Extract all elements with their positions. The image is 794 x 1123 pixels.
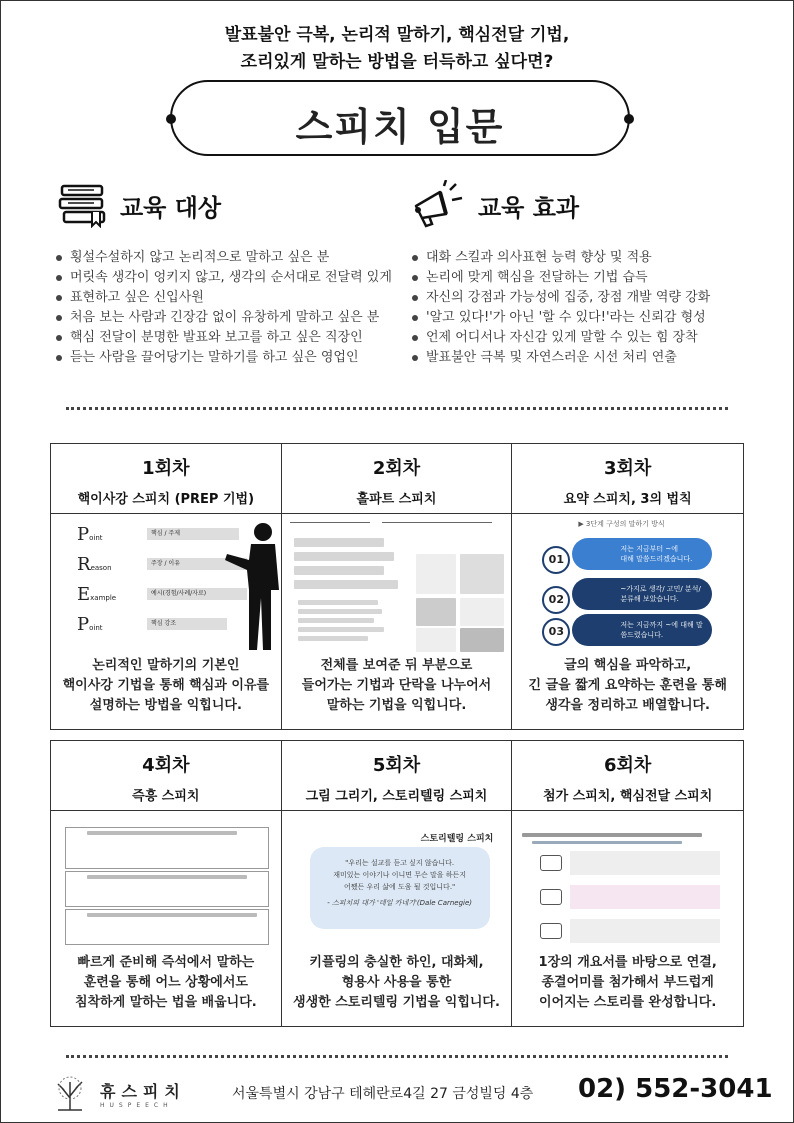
step-text: 분류해 보았습니다. xyxy=(620,595,679,603)
desc-line: 형용사 사용을 통한 xyxy=(341,975,452,990)
prep-word: oint xyxy=(89,534,103,542)
monitor-icon xyxy=(540,923,562,939)
wholepart-illustration xyxy=(282,514,512,652)
step-bubble xyxy=(572,578,712,610)
list-item: 표현하고 싶은 신입사원 xyxy=(56,288,406,308)
logo-subtext: HUSPEECH xyxy=(100,1102,173,1109)
prep-word: xample xyxy=(90,594,117,602)
footer-phone: 02) 552-3041 xyxy=(578,1074,773,1104)
footer-address: 서울특별시 강남구 테헤란로4길 27 금성빌딩 4층 xyxy=(232,1086,534,1102)
session-name: 요약 스피치, 3의 법칙 xyxy=(563,492,692,507)
desc-line: 훈련을 통해 어느 상황에서도 xyxy=(83,975,248,990)
placeholder-bar xyxy=(294,580,398,589)
divider-dotted xyxy=(66,1055,728,1058)
story-title: 스토리텔링 스피치 xyxy=(420,834,494,844)
session-name: 홀파트 스피치 xyxy=(356,492,437,507)
header-rule xyxy=(382,522,492,523)
desc-line: 긴 글을 짧게 요약하는 훈련을 통해 xyxy=(528,678,727,693)
list-item: 발표불안 극복 및 자연스러운 시선 처리 연출 xyxy=(412,348,742,368)
desc-line: 키플링의 충실한 하인, 대화체, xyxy=(309,955,484,970)
session-name: 첨가 스피치, 핵심전달 스피치 xyxy=(543,789,713,804)
quote-line: "우리는 설교를 듣고 싶지 않습니다. xyxy=(345,859,455,867)
session-head xyxy=(282,444,512,514)
step-number: 03 xyxy=(542,618,570,646)
quote-line: 어쨌든 우리 삶에 도움 될 것입니다." xyxy=(344,883,456,891)
session-grid-row-1 xyxy=(50,443,744,730)
header-line-2: 조리있게 말하는 방법을 터득하고 싶다면? xyxy=(240,52,554,72)
storytelling-illustration xyxy=(282,811,512,949)
step-text: 씀드렸습니다. xyxy=(620,631,664,639)
list-item: 핵심 전달이 분명한 발표와 보고를 하고 싶은 직장인 xyxy=(56,328,406,348)
quote-line: 재미있는 이야기나 이니면 무슨 말을 하든지 xyxy=(333,871,467,879)
session-desc xyxy=(51,949,281,1026)
session-number: 6회차 xyxy=(604,755,652,776)
session-desc xyxy=(51,652,281,729)
page-title: 스피치 입문 xyxy=(295,105,505,149)
list-item: 자신의 강점과 가능성에 집중, 장점 개발 역량 강화 xyxy=(412,288,742,308)
megaphone-icon xyxy=(410,180,466,230)
title-pill xyxy=(170,80,630,156)
session-name: 핵이사강 스피치 (PREP 기법) xyxy=(77,492,255,507)
session-number: 2회차 xyxy=(372,458,421,479)
target-list xyxy=(56,248,406,368)
grid-block xyxy=(416,598,456,626)
step-text: 저는 지금부터 ~에 xyxy=(620,545,678,553)
prep-letter: E xyxy=(77,584,91,605)
prep-letter: R xyxy=(77,554,91,575)
session-number: 3회차 xyxy=(604,458,652,479)
prep-row xyxy=(77,584,207,614)
prep-box: 핵심 강조 xyxy=(147,618,227,630)
placeholder-bar xyxy=(298,618,374,623)
session-desc xyxy=(512,949,743,1026)
monitor-icon xyxy=(540,855,562,871)
desc-line: 말하는 기법을 익힙니다. xyxy=(326,698,467,713)
prep-letter: P xyxy=(77,524,90,545)
session-card-5 xyxy=(282,741,513,1026)
note-box xyxy=(570,919,720,943)
desc-line: 핵이사강 기법을 통해 핵심과 이유를 xyxy=(62,678,270,693)
desc-line: 들어가는 기법과 단락을 나누어서 xyxy=(301,678,492,693)
session-name: 그림 그리기, 스토리텔링 스피치 xyxy=(305,789,488,804)
step-bubble xyxy=(572,538,712,570)
list-item: 듣는 사람을 끌어당기는 말하기를 하고 싶은 영업인 xyxy=(56,348,406,368)
note-box xyxy=(570,885,720,909)
step-number: 02 xyxy=(542,586,570,614)
header-rule xyxy=(290,522,370,523)
effect-heading xyxy=(410,180,579,230)
grid-block xyxy=(460,628,504,652)
logo-wordmark xyxy=(100,1079,186,1109)
session-card-6 xyxy=(512,741,743,1026)
monitor-icon xyxy=(540,889,562,905)
prep-box: 예시(경험/사례/자료) xyxy=(147,588,247,600)
divider-dotted xyxy=(66,407,728,410)
prep-row xyxy=(77,554,181,584)
list-item: 대화 스킬과 의사표현 능력 향상 및 적용 xyxy=(412,248,742,268)
list-item: 처음 보는 사람과 긴장감 없이 유창하게 말하고 싶은 분 xyxy=(56,308,406,328)
desc-line: 논리적인 말하기의 기본인 xyxy=(92,658,240,673)
session-card-4 xyxy=(51,741,282,1026)
session-head xyxy=(512,741,743,811)
target-heading xyxy=(58,182,221,228)
list-item: 머릿속 생각이 엉키지 않고, 생각의 순서대로 전달력 있게 xyxy=(56,268,406,288)
session-number: 5회차 xyxy=(372,755,421,776)
placeholder-bar xyxy=(298,636,368,641)
prep-word: eason xyxy=(90,564,112,572)
placeholder-bar xyxy=(294,566,384,575)
tree-icon xyxy=(50,1076,90,1112)
placeholder-bar xyxy=(522,833,702,837)
prep-row xyxy=(77,524,181,554)
prep-letter: P xyxy=(77,614,90,635)
session-card-2 xyxy=(282,444,513,729)
session-head xyxy=(51,741,281,811)
footer-logo xyxy=(50,1076,186,1112)
prep-word: oint xyxy=(89,624,103,632)
effect-label: 교육 효과 xyxy=(478,193,580,222)
desc-line: 빠르게 준비해 즉석에서 말하는 xyxy=(77,955,255,970)
session-name: 즉흥 스피치 xyxy=(132,789,200,804)
step-number: 01 xyxy=(542,546,570,574)
step-text: 저는 지금까지 ~에 대해 말 xyxy=(620,621,703,629)
session-card-1 xyxy=(51,444,282,729)
step-text: ~가지로 생각/ 고민/ 분석/ xyxy=(620,585,701,593)
session-head xyxy=(512,444,743,514)
placeholder-bar xyxy=(87,831,237,835)
prep-box: 핵심 / 주제 xyxy=(147,528,239,540)
note-box xyxy=(570,851,720,875)
header-line-1: 발표불안 극복, 논리적 말하기, 핵심전달 기법, xyxy=(224,25,570,45)
session-desc xyxy=(512,652,743,729)
target-label: 교육 대상 xyxy=(120,193,222,222)
session-desc xyxy=(282,652,512,729)
step-caption: ▶ 3단계 구성의 말하기 방식 xyxy=(578,520,665,528)
prep-illustration xyxy=(51,514,281,652)
books-icon xyxy=(58,182,108,228)
placeholder-bar xyxy=(87,913,257,917)
grid-block xyxy=(460,554,504,594)
placeholder-bar xyxy=(532,841,682,844)
step-bubble xyxy=(572,614,712,646)
placeholder-bar xyxy=(87,875,247,879)
desc-line: 글의 핵심을 파악하고, xyxy=(564,658,692,673)
grid-block xyxy=(416,554,456,594)
prep-row xyxy=(77,614,177,644)
desc-line: 1장의 개요서를 바탕으로 연결, xyxy=(538,955,717,970)
session-card-3 xyxy=(512,444,743,729)
session-desc xyxy=(282,949,512,1026)
grid-block xyxy=(460,598,504,626)
grid-block xyxy=(416,628,456,652)
session-grid-row-2 xyxy=(50,740,744,1027)
placeholder-bar xyxy=(294,552,394,561)
list-item: '알고 있다!'가 아닌 '할 수 있다!'라는 신뢰감 형성 xyxy=(412,308,742,328)
placeholder-bar xyxy=(298,627,384,632)
logo-text: 휴스피치 xyxy=(100,1082,186,1101)
effect-list xyxy=(412,248,742,368)
prep-rows xyxy=(77,524,207,644)
quote-bubble xyxy=(310,847,490,929)
addition-illustration xyxy=(512,811,743,949)
list-item: 논리에 맞게 핵심을 전달하는 기법 습득 xyxy=(412,268,742,288)
placeholder-bar xyxy=(298,600,378,605)
session-number: 4회차 xyxy=(142,755,190,776)
list-item: 언제 어디서나 자신감 있게 말할 수 있는 힘 장착 xyxy=(412,328,742,348)
placeholder-bar xyxy=(294,538,384,547)
three-step-illustration xyxy=(512,514,743,652)
quote-source: - 스피치의 대가 '데일 카네기'(Dale Carnegie) xyxy=(327,899,473,907)
desc-line: 종결어미를 첨가해서 부드럽게 xyxy=(541,975,714,990)
prep-box: 주장 / 이유 xyxy=(147,558,247,570)
session-head xyxy=(282,741,512,811)
list-item: 횡설수설하지 않고 논리적으로 말하고 싶은 분 xyxy=(56,248,406,268)
session-number: 1회차 xyxy=(142,458,190,479)
step-text: 대해 말씀드리겠습니다. xyxy=(620,555,693,563)
session-head xyxy=(51,444,281,514)
presenter-silhouette-icon xyxy=(223,520,281,652)
placeholder-bar xyxy=(298,609,382,614)
desc-line: 이어지는 스토리를 완성합니다. xyxy=(539,995,717,1010)
desc-line: 침착하게 말하는 법을 배웁니다. xyxy=(74,995,257,1010)
impromptu-illustration xyxy=(51,811,281,949)
desc-line: 생각을 정리하고 배열합니다. xyxy=(545,698,710,713)
desc-line: 생생한 스토리텔링 기법을 익힙니다. xyxy=(293,995,500,1010)
desc-line: 전체를 보여준 뒤 부분으로 xyxy=(320,658,473,673)
desc-line: 설명하는 방법을 익힙니다. xyxy=(89,698,242,713)
